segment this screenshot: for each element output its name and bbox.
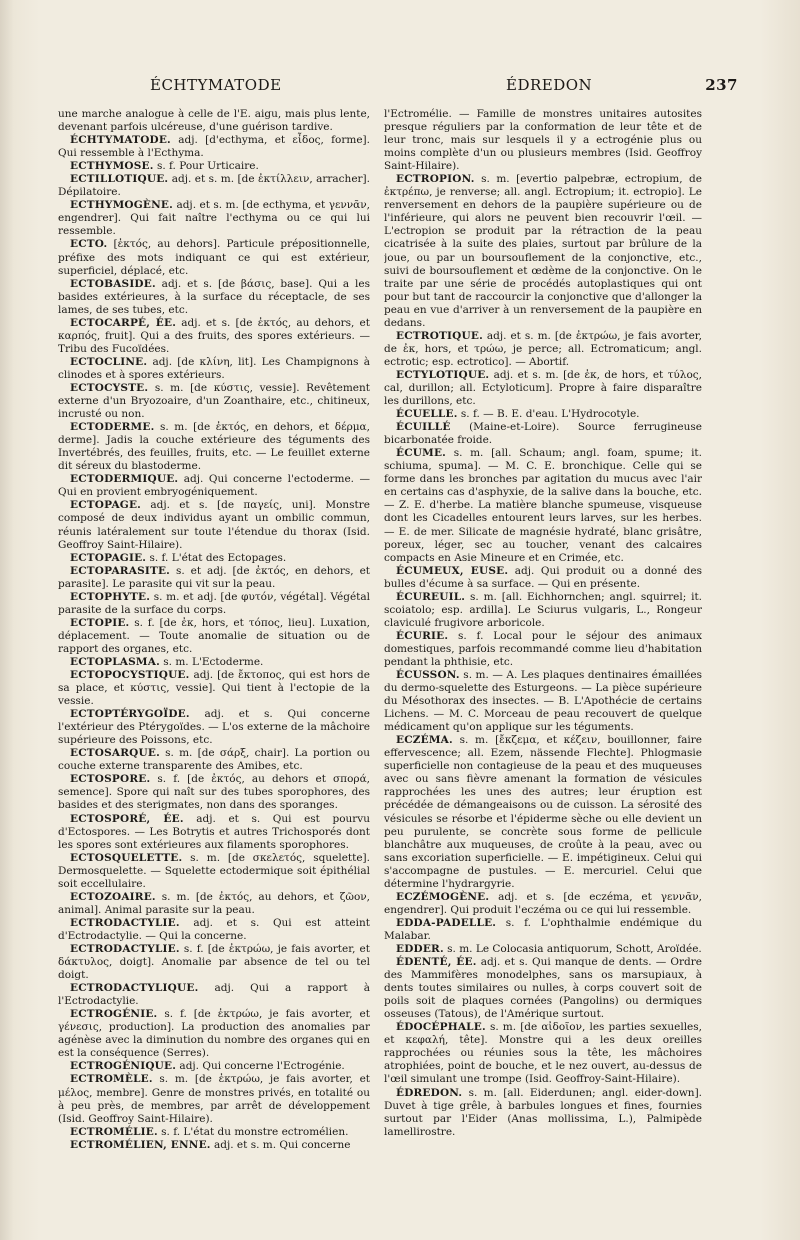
entry-definition: s. m. [de σκελετός, squelette]. Dermosquelette. — Squelette ectodermique soit épithélial soit eccellulaire.: [58, 851, 370, 890]
entry-definition: s. m. [de σάρξ, chair]. La portion ou couche externe transparente des Amibes, etc.: [58, 747, 370, 773]
entry-headword: EDDA-PADELLE.: [396, 916, 497, 929]
entry-headword: ECTOBASIDE.: [70, 277, 156, 290]
entry-definition: adj. Qui concerne l'ectoderme. — Qui en provient embryogéniquement.: [58, 473, 370, 499]
entry-definition: s. m. L'Ectoderme.: [159, 655, 264, 668]
dictionary-entry: [58, 473, 370, 499]
dictionary-entry: [384, 369, 702, 408]
entry-headword: ECTOPLASMA.: [70, 655, 160, 668]
dictionary-entry: [58, 943, 370, 982]
entry-definition: adj. et s. m. Qui concerne: [210, 1138, 351, 1151]
dictionary-entry: [58, 982, 370, 1008]
dictionary-entry: [58, 160, 370, 173]
entry-definition: s. m. [all. Schaum; angl. foam, spume; it. schiuma, spuma]. — M. C. E. bronchique. Celle qui se forme dans les bronches par agitation du mucus avec l'air en certains cas d'asphyxie, de la salive dans la bouche, etc. — Z. E. d'herbe. La matière blanche spumeuse, visqueuse dont les Cicadelles entourent leurs larves, sur les herbes. — E. de mer. Silicate de magnésie hydraté, blanc grisâtre, poreux, léger, sec au toucher, venant des calcaires compacts en Asie Mineure et en Crimée, etc.: [384, 447, 702, 564]
entry-headword: ECTROMÈLE.: [70, 1073, 153, 1086]
dictionary-entry: [58, 669, 370, 708]
entry-definition: adj. et s. m. [de ἐκτίλλειν, arracher]. Dépilatoire.: [58, 173, 370, 199]
entry-headword: ÉCUME.: [396, 447, 446, 460]
entry-headword: ECTOPARASITE.: [70, 564, 171, 577]
entry-definition: s. f. Local pour le séjour des animaux domestiques, parfois recommandé comme lieu d'habitation pendant la phthisie, etc.: [384, 629, 702, 668]
dictionary-entry: [384, 173, 702, 330]
entry-headword: ECTILLOTIQUE.: [70, 173, 169, 186]
entry-headword: ÉCUELLE.: [396, 408, 458, 421]
dictionary-entry: [58, 238, 370, 277]
entry-headword: ÉDENTÉ, ÉE.: [396, 956, 477, 969]
entry-definition: adj. et s. Qui manque de dents. — Ordre des Mammifères monodelphes, sans os marsupiaux, à dents toutes similaires ou nulles, à corps couvert soit de poils soit de plaques cornées (Pangolins) ou dermiques osseuses (Tatous), de l'Amérique surtout.: [384, 956, 702, 1021]
entry-definition: adj. [de ἔκτοπος, qui est hors de sa place, et κύστις, vessie]. Qui tient à l'ectopie de la vessie.: [58, 669, 370, 708]
entry-definition: s. f. [de ἐκτρώω, je fais avorter, et γένεσις, production]. La production des anomalies par agénèse avec la diminution du nombre des organes qui en est la conséquence (Serres).: [58, 1008, 370, 1060]
entry-definition: s. m. [ἔκζεμα, et κέζειν, bouillonner, faire effervescence; all. Ezem, nässende Flechte]. Phlogmasie superficielle non contagieuse de la peau et des muqueuses avec ou sans fièvre amenant la formation de vésicules rapprochées les unes des autres; leur éruption est précédée de démangeaisons ou de cuisson. La sérosité des vésicules se résorbe et l'épiderme sèche ou elle devient un peu purulente, se concrète sous forme de pellicule blanchâtre aux muqueuses, de croûte à la peau, avec ou sans excoriation superficielle. — E. impétigineux. Celui qui s'accompagne de pustules. — E. mercuriel. Celui que détermine l'hydrargyrie.: [384, 734, 702, 890]
dictionary-entry: [384, 891, 702, 917]
dictionary-entry: [384, 943, 702, 956]
entry-definition: s. f. Pour Urticaire.: [153, 160, 259, 173]
entry-definition: s. m. [de κύστις, vessie]. Revêtement externe d'un Bryozoaire, d'un Zoanthaire, etc., chitineux, incrusté ou non.: [58, 381, 370, 421]
dictionary-entry: [58, 1008, 370, 1060]
entry-headword: ECTROGÉNIQUE.: [70, 1060, 177, 1073]
entry-headword: ECTOPAGE.: [70, 499, 142, 512]
entry-definition: s. m. [de ἐκτός, au dehors, et ζῶον, animal]. Animal parasite sur la peau.: [58, 890, 370, 916]
dictionary-entry: [58, 565, 370, 591]
dictionary-entry: [384, 956, 702, 1021]
entry-definition: adj. Qui concerne l'Ectrogénie.: [176, 1060, 345, 1073]
dictionary-entry: [58, 134, 370, 160]
dictionary-entry: [58, 617, 370, 656]
entry-headword: ECTOSPORE.: [70, 773, 151, 786]
entry-definition: adj. et s. [de ἐκτός, au dehors, et καρπός, fruit]. Qui a des fruits, des spores extérieurs. — Tribu des Fucoïdées.: [58, 316, 370, 355]
entry-headword: ECTODERME.: [70, 421, 155, 434]
entry-headword: ECTROMÉLIE.: [70, 1125, 158, 1138]
dictionary-entry: [384, 1087, 702, 1139]
entry-headword: ÉCHTYMATODE.: [70, 134, 171, 147]
dictionary-entry: [384, 421, 702, 447]
dictionary-entry: [58, 656, 370, 669]
entry-definition: s. m. [de ἐκτός, en dehors, et δέρμα, derme]. Jadis la couche extérieure des téguments des Invertébrés, des feuilles, fruits, etc. — Le feuillet externe dit séreux du blastoderme.: [58, 421, 370, 473]
entry-headword: ECTYLOTIQUE.: [396, 368, 490, 381]
entry-definition: s. m. [de αἰδοῖον, les parties sexuelles, et κεφαλή, tête]. Monstre qui a les deux oreilles rapprochées ou réunies sous la tête, les mâchoires atrophiées, point de bouche, et le nez ouvert, au-dessus de l'œil simulant une trompe (Isid. Geoffroy-Saint-Hilaire).: [384, 1021, 702, 1086]
dictionary-entry: [58, 1073, 370, 1125]
entry-headword: ECTRODACTYLIQUE.: [70, 982, 199, 995]
entry-headword: ÉCUSSON.: [396, 669, 460, 682]
entry-definition: s. f. L'état du monstre ectromélien.: [157, 1125, 349, 1138]
entry-headword: ECTOPAGIE.: [70, 551, 147, 564]
entry-headword: ÉCUILLÉ: [396, 421, 451, 434]
entry-definition: adj. et s. Qui concerne l'extérieur des Ptérygoïdes. — L'os externe de la mâchoire supérieure des Poissons, etc.: [58, 708, 370, 747]
entry-headword: ÉCUREUIL.: [396, 590, 466, 603]
entry-definition: l'Ectromélie. — Famille de monstres unitaires autosites presque réguliers par la conformation de leur tête et de leur tronc, mais sur lesquels il y a ectrogénie plus ou moins complète d'un ou plusieurs membres (Isid. Geoffroy Saint-Hilaire).: [384, 108, 702, 173]
entry-definition: adj. Qui a rapport à l'Ectrodactylie.: [58, 982, 370, 1008]
entry-definition: [ἐκτός, au dehors]. Particule prépositionnelle, préfixe des mots indiquant ce qui est extérieur, superficiel, déplacé, etc.: [58, 238, 370, 277]
header-right-title: ÉDREDON: [506, 76, 593, 94]
entry-headword: ECTROGÉNIE.: [70, 1008, 158, 1021]
entry-definition: adj. et s. Qui est pourvu d'Ectospores. — Les Botrytis et autres Trichosporés dont les spores sont extérieures aux filaments sporophores.: [58, 812, 370, 851]
entry-headword: ECTHYMOGÈNE.: [70, 199, 173, 212]
entry-headword: ECTOPTÉRYGOÏDE.: [70, 708, 190, 721]
dictionary-entry: [58, 1139, 370, 1152]
right-column: [384, 108, 702, 1208]
entry-headword: ECZÉMOGÈNE.: [396, 890, 490, 903]
entry-definition: s. f. [de ἐκτρώω, je fais avorter, et δάκτυλος, doigt]. Anomalie par absence de tel ou tel doigt.: [58, 943, 370, 982]
dictionary-entry: [58, 499, 370, 551]
entry-headword: ECTHYMOSE.: [70, 160, 154, 173]
dictionary-entry: [384, 630, 702, 669]
left-column: [58, 108, 370, 1208]
entry-headword: ECTOCLINE.: [70, 355, 148, 368]
dictionary-entry: [58, 708, 370, 747]
dictionary-entry: [58, 317, 370, 356]
entry-headword: ECTOSPORÉ, ÉE.: [70, 812, 184, 825]
entry-definition: adj. [d'ecthyma, et εἶδος, forme]. Qui ressemble à l'Ecthyma.: [58, 134, 370, 160]
entry-definition: s. f. [de ἐκ, hors, et τόπος, lieu]. Luxation, déplacement. — Toute anomalie de situation ou de rapport des organes, etc.: [58, 616, 370, 655]
entry-definition: s. et adj. [de ἐκτός, en dehors, et parasite]. Le parasite qui vit sur la peau.: [58, 564, 370, 590]
dictionary-entry: [58, 278, 370, 317]
entry-definition: adj. et s. [de παγείς, uni]. Monstre composé de deux individus ayant un ombilic commun, réunis latéralement sur toute l'étendue du thorax (Isid. Geoffroy Saint-Hilaire).: [58, 499, 370, 551]
entry-definition: s. f. L'ophthalmie endémique du Malabar.: [384, 916, 702, 942]
entry-headword: ECTRODACTYLIE.: [70, 943, 180, 955]
dictionary-entry: [58, 917, 370, 943]
entry-headword: ECTO.: [70, 238, 108, 251]
page-number: 237: [705, 76, 738, 94]
entry-headword: ECTOPIE.: [70, 616, 130, 629]
entry-definition: s. m. Le Colocasia antiquorum, Schott, Aroïdée.: [443, 943, 702, 955]
dictionary-entry: [58, 552, 370, 565]
entry-definition: adj. [de κλίνη, lit]. Les Champignons à clinodes et à spores extérieurs.: [58, 355, 370, 381]
entry-headword: ÉCURIE.: [396, 629, 449, 642]
dictionary-entry: [58, 591, 370, 617]
dictionary-entry: [384, 408, 702, 421]
dictionary-entry: [384, 1021, 702, 1086]
entry-definition: s. m. [de ἐκτρώω, je fais avorter, et μέλος, membre]. Genre de monstres privés, en totalité ou à peu près, de membres, par arrêt de développement (Isid. Geoffroy Saint-Hilaire).: [58, 1073, 370, 1125]
entry-headword: ECZÉMA.: [396, 734, 453, 747]
dictionary-entry: [384, 447, 702, 564]
dictionary-entry: [58, 1126, 370, 1139]
dictionary-entry: [384, 917, 702, 943]
entry-headword: ECTODERMIQUE.: [70, 473, 179, 486]
entry-headword: ECTOCARPÉ, ÉE.: [70, 316, 177, 329]
dictionary-entry: [58, 747, 370, 773]
entry-headword: ECTOSQUELETTE.: [70, 851, 183, 864]
dictionary-entry: [58, 382, 370, 421]
entry-headword: ECTOPOCYSTIQUE.: [70, 669, 190, 682]
entry-headword: EDDER.: [396, 943, 444, 955]
entry-definition: s. f. [de ἐκτός, au dehors et σπορά, semence]. Spore qui naît sur des tubes sporophores, des basides et des sterigmates, non dans des sporanges.: [58, 773, 370, 812]
entry-headword: ECTROMÉLIEN, ENNE.: [70, 1138, 211, 1151]
entry-headword: ÉCUMEUX, EUSE.: [396, 564, 509, 577]
dictionary-entry: [58, 852, 370, 891]
entry-definition: s. f. — B. E. d'eau. L'Hydrocotyle.: [457, 408, 640, 421]
entry-headword: ÉDOCÉPHALE.: [396, 1021, 486, 1034]
entry-definition: adj. Qui produit ou a donné des bulles d'écume à sa surface. — Qui en présente.: [384, 564, 702, 590]
entry-headword: ECTROPION.: [396, 173, 475, 186]
entry-definition: une marche analogue à celle de l'E. aigu, mais plus lente, devenant parfois ulcéreuse, d'une guérison tardive.: [58, 108, 370, 134]
entry-definition: adj. et s. m. [de ecthyma, et γεννᾶν, engendrer]. Qui fait naître l'ecthyma ou ce qui lui ressemble.: [58, 199, 370, 238]
dictionary-entry: [384, 330, 702, 369]
entry-definition: s. f. L'état des Ectopages.: [146, 551, 287, 564]
entry-headword: ECTOCYSTE.: [70, 381, 149, 394]
dictionary-entry: [58, 891, 370, 917]
entry-definition: s. m. et adj. [de φυτόν, végétal]. Végétal parasite de la surface du corps.: [58, 590, 370, 616]
entry-definition: s. m. [evertio palpebræ, ectropium, de ἐκτρέπω, je renverse; all. angl. Ectropium; it. ectropio]. Le renversement en dehors de la paupière supérieure ou de l'inférieure, qui alors ne peuvent bien recouvrir l'œil. — L'ectropion se produit par la rétraction de la peau cicatrisée à la suite des plaies, surtout par brûlure de la joue, ou par un boursouflement de la conjonctive, etc., suivi de boursouflement et œdème de la conjonctive. On le traite par une série de procédés autoplastiques qui ont pour but tant de raccourcir la conjonctive que d'allonger la peau en vue d'arriver à un renversement de la paupière en dedans.: [384, 173, 702, 329]
entry-headword: ECTROTIQUE.: [396, 329, 483, 342]
dictionary-entry: [384, 108, 702, 173]
header-left-title: ÉCHTYMATODE: [150, 76, 282, 94]
dictionary-entry: [58, 421, 370, 473]
dictionary-entry: [58, 1060, 370, 1073]
entry-definition: (Maine-et-Loire). Source ferrugineuse bicarbonatée froide.: [384, 421, 702, 447]
entry-definition: s. m. [all. Eichhornchen; angl. squirrel; it. scoiatolo; esp. ardilla]. Le Sciurus vulgaris, L., Rongeur claviculé frugivore arboricole.: [384, 590, 702, 629]
entry-headword: ÉDREDON.: [396, 1086, 463, 1099]
dictionary-entry: [58, 813, 370, 852]
dictionary-entry: [58, 199, 370, 238]
dictionary-entry: [384, 565, 702, 591]
entry-definition: s. m. — A. Les plaques dentinaires émaillées du dermo-squelette des Esturgeons. — La pièce supérieure du Mésothorax des insectes. — B. L'Apothécie de certains Lichens. — M. C. Morceau de peau recouvert de quelque médicament qu'on applique sur les téguments.: [384, 669, 702, 734]
running-header: [60, 76, 742, 100]
entry-headword: ECTOZOAIRE.: [70, 890, 156, 903]
entry-definition: adj. et s. Qui est atteint d'Ectrodactylie. — Qui la concerne.: [58, 916, 370, 942]
entry-headword: ECTOPHYTE.: [70, 590, 151, 603]
entry-definition: adj. et s. m. [de ἐκτρώω, je fais avorter, de ἐκ, hors, et τρώω, je perce; all. Ectromaticum; angl. ectrotic; esp. ectrotico]. — Abortif.: [384, 329, 702, 368]
entry-definition: s. m. [all. Eiderdunen; angl. eider-down]. Duvet à tige grêle, à barbules longues et fines, fournies surtout par l'Eider (Anas mollissima, L.), Palmipède lamellirostre.: [384, 1086, 702, 1138]
dictionary-entry: [58, 773, 370, 812]
entry-definition: adj. et s. [de βάσις, base]. Qui a les basides extérieures, à la surface du réceptacle, de ses lames, de ses tubes, etc.: [58, 277, 370, 316]
dictionary-entry: [384, 669, 702, 734]
dictionary-entry: [58, 356, 370, 382]
dictionary-entry: [384, 591, 702, 630]
entry-definition: adj. et s. m. [de ἐκ, de hors, et τύλος, cal, durillon; all. Ectyloticum]. Propre à faire disparaître les durillons, etc.: [384, 368, 702, 408]
entry-definition: adj. et s. [de eczéma, et γεννᾶν, engendrer]. Qui produit l'eczéma ou ce qui lui ressemble.: [384, 890, 702, 916]
entry-headword: ECTOSARQUE.: [70, 747, 160, 760]
dictionary-entry: [384, 734, 702, 891]
entry-headword: ECTRODACTYLIE.: [70, 916, 180, 929]
dictionary-entry: [58, 173, 370, 199]
dictionary-entry: [58, 108, 370, 134]
